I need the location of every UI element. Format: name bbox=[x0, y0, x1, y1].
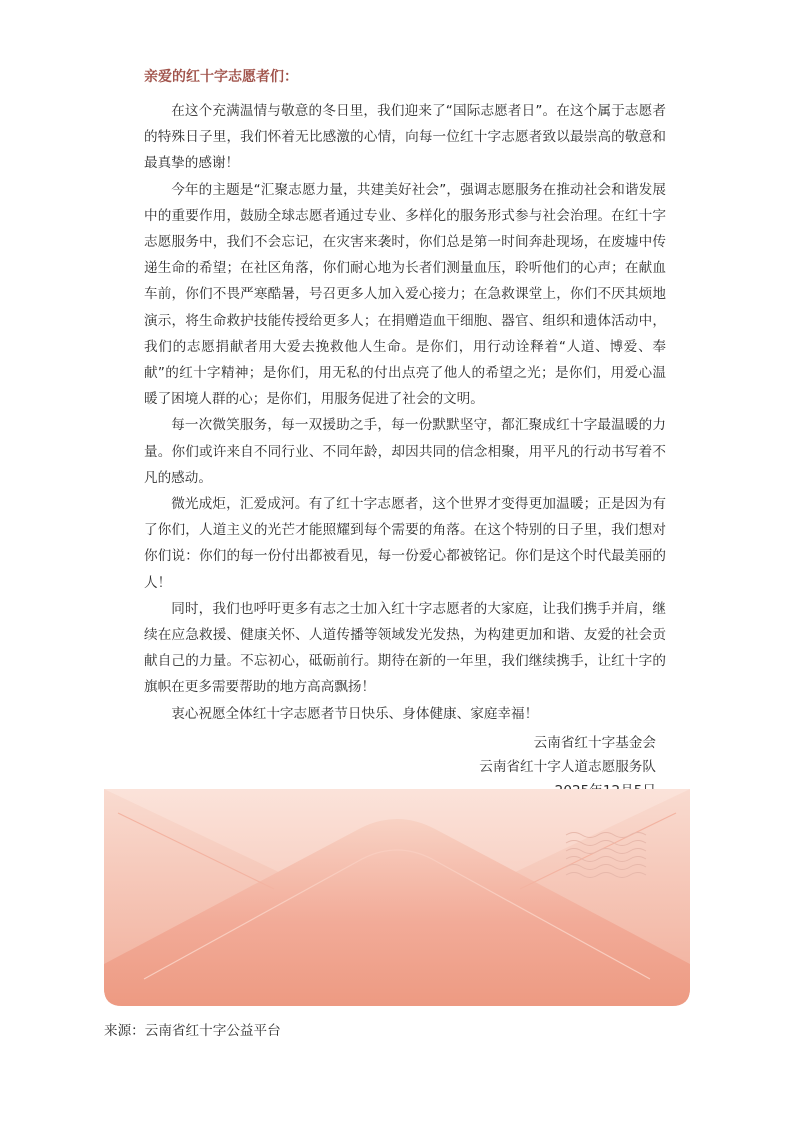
signature-org-2: 云南省红十字人道志愿服务队 bbox=[479, 759, 656, 775]
paragraph-1: 在这个充满温情与敬意的冬日里，我们迎来了“国际志愿者日”。在这个属于志愿者的特殊日子里，我们怀着无比感激的心情，向每一位红十字志愿者致以最崇高的敬意和最真挚的感谢！ bbox=[144, 103, 666, 172]
source-note: 来源：云南省红十字公益平台 bbox=[104, 1023, 281, 1039]
envelope-illustration bbox=[104, 789, 690, 1006]
paragraph-4: 微光成炬，汇爱成河。有了红十字志愿者，这个世界才变得更加温暖；正是因为有了你们，人道主义的光芒才能照耀到每个需要的角落。在这个特别的日子里，我们想对你们说：你们的每一份付出都被看见，每一份爱心都被铭记。你们是这个时代最美丽的人！ bbox=[144, 496, 666, 591]
paragraph-3: 每一次微笑服务，每一双援助之手，每一份默默坚守，都汇聚成红十字最温暖的力量。你们或许来自不同行业、不同年龄，却因共同的信念相聚，用平凡的行动书写着不凡的感动。 bbox=[144, 417, 666, 486]
letter-body bbox=[144, 64, 666, 727]
signature-org-1: 云南省红十字基金会 bbox=[533, 735, 656, 751]
paragraph-2: 今年的主题是“汇聚志愿力量，共建美好社会”，强调志愿服务在推动社会和谐发展中的重要作用，鼓励全球志愿者通过专业、多样化的服务形式参与社会治理。在红十字志愿服务中，我们不会忘记，在灾害来袭时，你们总是第一时间奔赴现场，在废墟中传递生命的希望；在社区角落，你们耐心地为长者们测量血压，聆听他们的心声；在献血车前，你们不畏严寒酷暑，号召更多人加入爱心接力；在急救课堂上，你们不厌其烦地演示，将生命救护技能传授给更多人；在捐赠造血干细胞、器官、组织和遗体活动中，我们的志愿捐献者用大爱去挽救他人生命。是你们，用行动诠释着“人道、博爱、奉献”的红十字精神；是你们，用无私的付出点亮了他人的希望之光；是你们，用爱心温暖了困境人群的心；是你们，用服务促进了社会的文明。 bbox=[144, 181, 666, 408]
salutation: 亲爱的红十字志愿者们： bbox=[144, 69, 298, 85]
paragraph-5: 同时，我们也呼吁更多有志之士加入红十字志愿者的大家庭，让我们携手并肩，继续在应急救援、健康关怀、人道传播等领域发光发热，为构建更加和谐、友爱的社会贡献自己的力量。不忘初心，砥砺前行。期待在新的一年里，我们继续携手，让红十字的旗帜在更多需要帮助的地方高高飘扬！ bbox=[144, 600, 666, 696]
paragraph-6: 衷心祝愿全体红十字志愿者节日快乐、身体健康、家庭幸福！ bbox=[171, 705, 539, 722]
